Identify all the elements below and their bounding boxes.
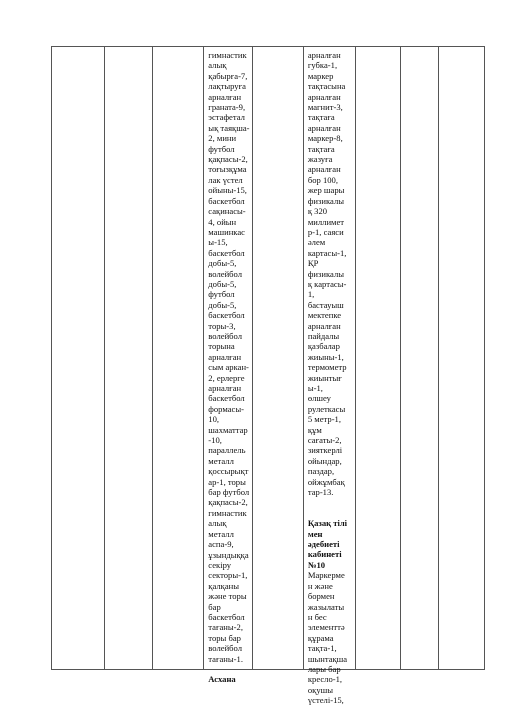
table-column-4 xyxy=(204,47,253,685)
cell-text-line: тар-13. xyxy=(307,487,334,498)
cell-text-line: арналған xyxy=(307,122,341,133)
cell-text-line: футбол xyxy=(208,143,235,154)
cell-text-line: алық xyxy=(208,60,227,71)
cell-text-line: паздар, xyxy=(307,466,335,477)
cell-text-line: баскетбол xyxy=(208,195,245,206)
cell-text-line: шахматтар xyxy=(208,424,248,435)
section-heading-line: әдебиеті xyxy=(307,539,340,550)
cell-text-line: бар xyxy=(208,601,221,612)
cell-text-line: миллимет xyxy=(307,216,345,227)
cell-text-line: ойыны-15, xyxy=(208,185,247,196)
cell-text-line: секіру xyxy=(208,559,232,570)
cell-text-line: лақтыруға xyxy=(208,81,246,92)
table-column-2 xyxy=(105,47,153,669)
cell-text-line: маркер-8, xyxy=(307,133,343,144)
cell-text-line: шынтақша xyxy=(307,653,348,664)
cell-text-line: лары бар xyxy=(307,663,341,674)
cell-text-line: ар-1, торы xyxy=(208,476,246,487)
cell-text-line: тағаны-2, xyxy=(208,622,243,633)
table-column-9 xyxy=(439,47,484,669)
cell-text-line: волейбол xyxy=(208,268,243,279)
cell-text-line: 4, ойын xyxy=(208,216,237,227)
cell-text-line: баскетбол xyxy=(208,611,245,622)
table-column-1 xyxy=(52,47,105,669)
cell-text-line: гимнастик xyxy=(208,507,247,518)
cell-text-line: тақта-1, xyxy=(307,643,337,654)
table-column-8 xyxy=(401,47,439,669)
cell-text-line: тақтасына xyxy=(307,81,346,92)
cell-text-line: қақпасы-2, xyxy=(208,154,248,165)
cell-text-line: тақтаға xyxy=(307,143,335,154)
cell-text-line: 5 метр-1, xyxy=(307,414,342,425)
section-heading-line: мен xyxy=(307,528,323,539)
cell-text-line: қақпасы-2, xyxy=(208,497,248,508)
cell-text-line: қ 320 xyxy=(307,206,328,217)
cell-text-line: ойындар, xyxy=(307,455,342,466)
cell-text-line: добы-5, xyxy=(208,278,237,289)
cell-text-line: мектепке xyxy=(307,310,342,321)
cell-text-line: пайдалы xyxy=(307,330,340,341)
cell-text-line: ойжұмбақ xyxy=(307,476,345,487)
cell-text-line: физикалы xyxy=(307,195,345,206)
cell-text-line: аспа-9, xyxy=(208,539,234,550)
cell-text-line: элементтә xyxy=(307,622,345,633)
cell-text-line: торына xyxy=(208,341,235,352)
cell-text-line: футбол xyxy=(208,289,235,300)
cell-text-line: н бес xyxy=(307,611,327,622)
cell-text-line: секторы-1, xyxy=(208,570,248,581)
cell-text-line: құрама xyxy=(307,632,334,643)
cell-text-line: добы-5, xyxy=(208,299,237,310)
cell-text-line: арналған xyxy=(307,91,341,102)
cell-text-line: ұзындыққа xyxy=(208,549,249,560)
cell-text-line: ҚР xyxy=(307,258,319,269)
cell-text-line: физикалы xyxy=(307,268,345,279)
cell-text-line: бор 100, xyxy=(307,174,338,185)
cell-text-line: волейбол xyxy=(208,330,243,341)
table-column-5 xyxy=(253,47,304,669)
cell-text-line: арналған xyxy=(208,351,242,362)
cell-text-line: арналған xyxy=(307,164,341,175)
cell-text-line: 2, мини xyxy=(208,133,237,144)
cell-text-line: -10, xyxy=(208,435,222,446)
cell-text-line: магнит-3, xyxy=(307,102,343,113)
cell-text-line: рулеткасы xyxy=(307,403,346,414)
cell-text-line: торы-3, xyxy=(208,320,236,331)
cell-text-line: жиынтығ xyxy=(307,372,342,383)
cell-text-line: волейбол xyxy=(208,643,243,654)
cell-text-line: тағаны-1. xyxy=(208,653,243,664)
cell-text-line: тоғызқұма xyxy=(208,164,247,175)
cell-text-line: құм xyxy=(307,424,322,435)
cell-text-line: машинкас xyxy=(208,226,245,237)
cell-text-line: кресло-1, xyxy=(307,674,343,685)
cell-text-line: зияткерлі xyxy=(307,445,343,456)
cell-text-line: жазуға xyxy=(307,154,333,165)
cell-text-line: үстелі-15, xyxy=(307,695,344,706)
cell-text-line: термометр xyxy=(307,362,347,373)
cell-text-line: граната-9, xyxy=(208,102,246,113)
cell-text-line: ы-1, xyxy=(307,383,323,393)
cell-text-line: оқушы xyxy=(307,684,334,695)
section-heading-line: №10 xyxy=(307,559,326,570)
cell-text-line: жазылаты xyxy=(307,601,345,612)
cell-text-line: әлем xyxy=(307,237,326,248)
cell-text-line: және торы xyxy=(208,591,247,602)
section-heading-line: кабинеті xyxy=(307,549,342,560)
section-heading-line: Қазақ тілі xyxy=(307,518,348,529)
cell-text-line: қоссырықт xyxy=(208,466,249,477)
cell-text-line: сақинасы- xyxy=(208,206,246,217)
cell-text-line: арналған xyxy=(208,91,242,102)
cell-text-line: алық xyxy=(208,518,227,529)
cell-text-line: эстафетал xyxy=(208,112,245,123)
cell-text-line: ық таяқша- xyxy=(208,122,250,133)
cell-text-line: параллель xyxy=(208,445,246,456)
cell-text-line: бастауыш xyxy=(307,299,344,310)
cell-text-line: тақтаға xyxy=(307,112,335,123)
cell-text-line: қалқаны xyxy=(208,580,240,591)
cell-text-line: 2, ерлерге xyxy=(208,372,245,383)
cell-text-line: Маркерме xyxy=(307,570,345,581)
section-heading: Асхана xyxy=(208,674,236,685)
cell-text-line: формасы- xyxy=(208,403,244,414)
cell-text-line: гимнастик xyxy=(208,50,247,60)
cell-text-line: лак үстел xyxy=(208,174,243,185)
table-column-6 xyxy=(304,47,356,706)
cell-text-line: губка-1, xyxy=(307,60,338,71)
classroom-equipment-cell xyxy=(308,50,352,706)
inventory-table xyxy=(51,46,485,706)
cell-text-line: 1, xyxy=(307,289,315,300)
table-column-7 xyxy=(356,47,402,669)
cell-text-line: маркер xyxy=(307,70,334,81)
cell-text-line: баскетбол xyxy=(208,393,245,404)
cell-text-line: н және xyxy=(307,580,333,591)
cell-text-line: картасы-1, xyxy=(307,247,347,258)
cell-text-line: өлшеу xyxy=(307,393,331,404)
cell-text-line: 10, xyxy=(208,414,220,425)
cell-text-line: добы-5, xyxy=(208,258,237,269)
cell-text-line: торы бар xyxy=(208,632,241,643)
cell-text-line: жиыны-1, xyxy=(307,351,344,362)
cell-text-line: арналған xyxy=(208,383,242,393)
cell-text-line: ы-15, xyxy=(208,237,228,248)
cell-text-line: арналған xyxy=(307,50,341,60)
table-column-3 xyxy=(153,47,205,669)
cell-text-line: баскетбол xyxy=(208,310,245,321)
cell-text-line: қ картасы- xyxy=(307,278,347,289)
cell-text-line: арналған xyxy=(307,320,341,331)
cell-text-line: металл xyxy=(208,528,234,539)
cell-text-line: бар футбол xyxy=(208,487,250,498)
cell-text-line: қабырға-7, xyxy=(208,70,248,81)
cell-text-line: сағаты-2, xyxy=(307,435,342,446)
cell-text-line: бормен xyxy=(307,591,335,602)
cell-text-line: сым аркан- xyxy=(208,362,249,373)
cell-text-line: р-1, саяси xyxy=(307,226,344,237)
equipment-list-cell xyxy=(208,50,252,685)
cell-text-line: жер шары xyxy=(307,185,345,196)
cell-text-line: баскетбол xyxy=(208,247,245,258)
cell-text-line: металл xyxy=(208,455,234,466)
cell-text-line: қазбалар xyxy=(307,341,340,352)
